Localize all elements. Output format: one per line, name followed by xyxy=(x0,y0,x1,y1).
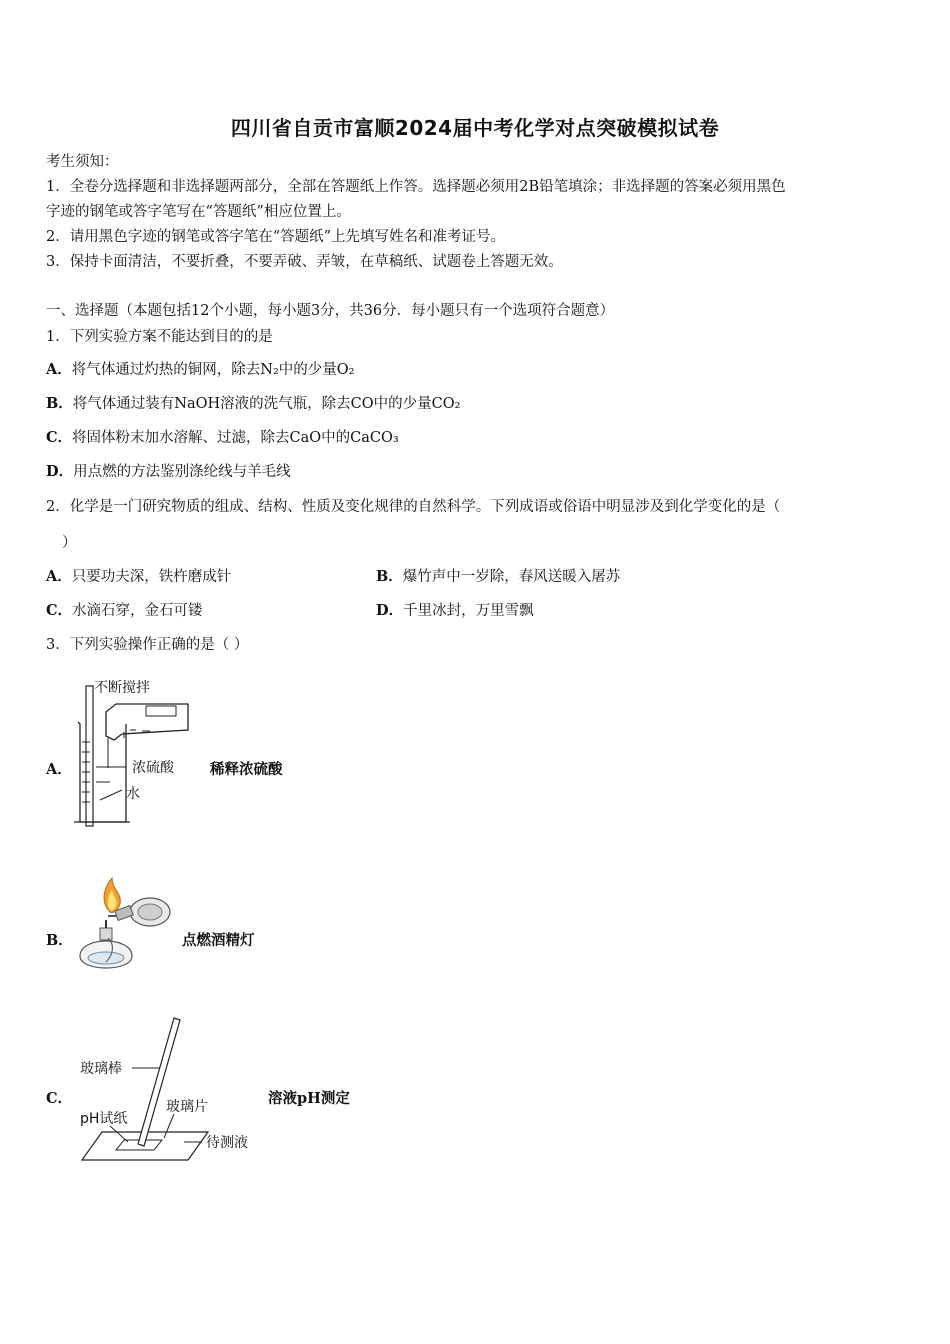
glass-rod xyxy=(138,1018,180,1146)
option-text: 水滴石穿，金石可镂 xyxy=(72,603,203,619)
page-title: 四川省自贡市富顺2024届中考化学对点突破模拟试卷 xyxy=(230,116,720,140)
question-3-option-b-caption: 点燃酒精灯 xyxy=(182,932,255,949)
question-3-option-c-caption: 溶液pH测定 xyxy=(268,1090,350,1107)
question-2-stem: 2．化学是一门研究物质的组成、结构、性质及变化规律的自然科学。下列成语或俗语中明显涉及到化学变化的是（ xyxy=(46,499,781,515)
question-1-stem: 1．下列实验方案不能达到目的的是 xyxy=(46,329,273,345)
rod-label: 玻璃棒 xyxy=(80,1061,122,1077)
stir-label: 不断搅拌 xyxy=(94,680,150,696)
notice-item-2: 2．请用黑色字迹的钢笔或答字笔在“答题纸”上先填写姓名和准考证号。 xyxy=(46,229,506,245)
option-text: 爆竹声中一岁除，春风送暖入屠苏 xyxy=(402,569,621,585)
option-text: 将气体通过灼热的铜网，除去N₂中的少量O₂ xyxy=(71,362,355,378)
dilute-acid-figure xyxy=(70,672,200,834)
question-2-stem-end: ） xyxy=(62,535,77,551)
question-3-option-c-label[interactable]: C． xyxy=(46,1090,73,1107)
alcohol-lamp-figure xyxy=(72,876,176,982)
question-2-option-a[interactable] xyxy=(46,567,231,587)
option-text: 只要功夫深，铁杵磨成针 xyxy=(71,569,232,585)
option-label: A． xyxy=(46,361,72,378)
notice-item-3: 3．保持卡面清洁，不要折叠，不要弄破、弄皱，在草稿纸、试题卷上答题无效。 xyxy=(46,254,563,270)
notice-item-1-cont: 字迹的钢笔或答字笔写在“答题纸”相应位置上。 xyxy=(46,204,351,220)
question-3-option-b-label[interactable]: B． xyxy=(46,932,73,949)
glass-label: 玻璃片 xyxy=(166,1099,208,1115)
option-text: 将气体通过装有NaOH溶液的洗气瓶，除去CO中的少量CO₂ xyxy=(72,396,461,412)
liquid-label: 待测液 xyxy=(206,1135,248,1151)
option-label: C． xyxy=(46,602,73,619)
question-3-option-a-label[interactable]: A． xyxy=(46,761,72,778)
question-2-option-c[interactable] xyxy=(46,601,203,621)
option-label: D． xyxy=(376,602,404,619)
section-heading: 一、选择题（本题包括12个小题，每小题3分，共36分．每小题只有一个选项符合题意） xyxy=(46,303,615,319)
question-1-option-c[interactable] xyxy=(46,428,399,448)
ph-test-figure xyxy=(76,1014,266,1164)
notice-heading: 考生须知： xyxy=(46,154,119,170)
question-3-option-a-caption: 稀释浓硫酸 xyxy=(210,761,283,778)
option-label: B． xyxy=(376,568,403,585)
notice-item-1: 1．全卷分选择题和非选择题两部分，全部在答题纸上作答。选择题必须用2B铅笔填涂；非选择题的答案必须用黑色 xyxy=(46,179,786,195)
acid-label: 浓硫酸 xyxy=(132,760,174,776)
question-1-option-d[interactable] xyxy=(46,462,291,482)
option-label: B． xyxy=(46,395,73,412)
paper-label: pH试纸 xyxy=(80,1111,128,1127)
option-text: 千里冰封，万里雪飘 xyxy=(403,603,534,619)
option-text: 将固体粉末加水溶解、过滤，除去CaO中的CaCO₃ xyxy=(72,430,399,446)
question-1-option-a[interactable] xyxy=(46,360,354,380)
stirring-rod xyxy=(86,686,93,826)
question-3-stem: 3．下列实验操作正确的是（ ） xyxy=(46,637,249,653)
option-label: D． xyxy=(46,463,74,480)
question-2-option-b[interactable] xyxy=(376,567,620,587)
water-label: 水 xyxy=(126,786,140,802)
option-label: A． xyxy=(46,568,72,585)
option-label: C． xyxy=(46,429,73,446)
question-2-option-d[interactable] xyxy=(376,601,534,621)
question-1-option-b[interactable] xyxy=(46,394,460,414)
option-text: 用点燃的方法鉴别涤纶线与羊毛线 xyxy=(73,464,291,480)
